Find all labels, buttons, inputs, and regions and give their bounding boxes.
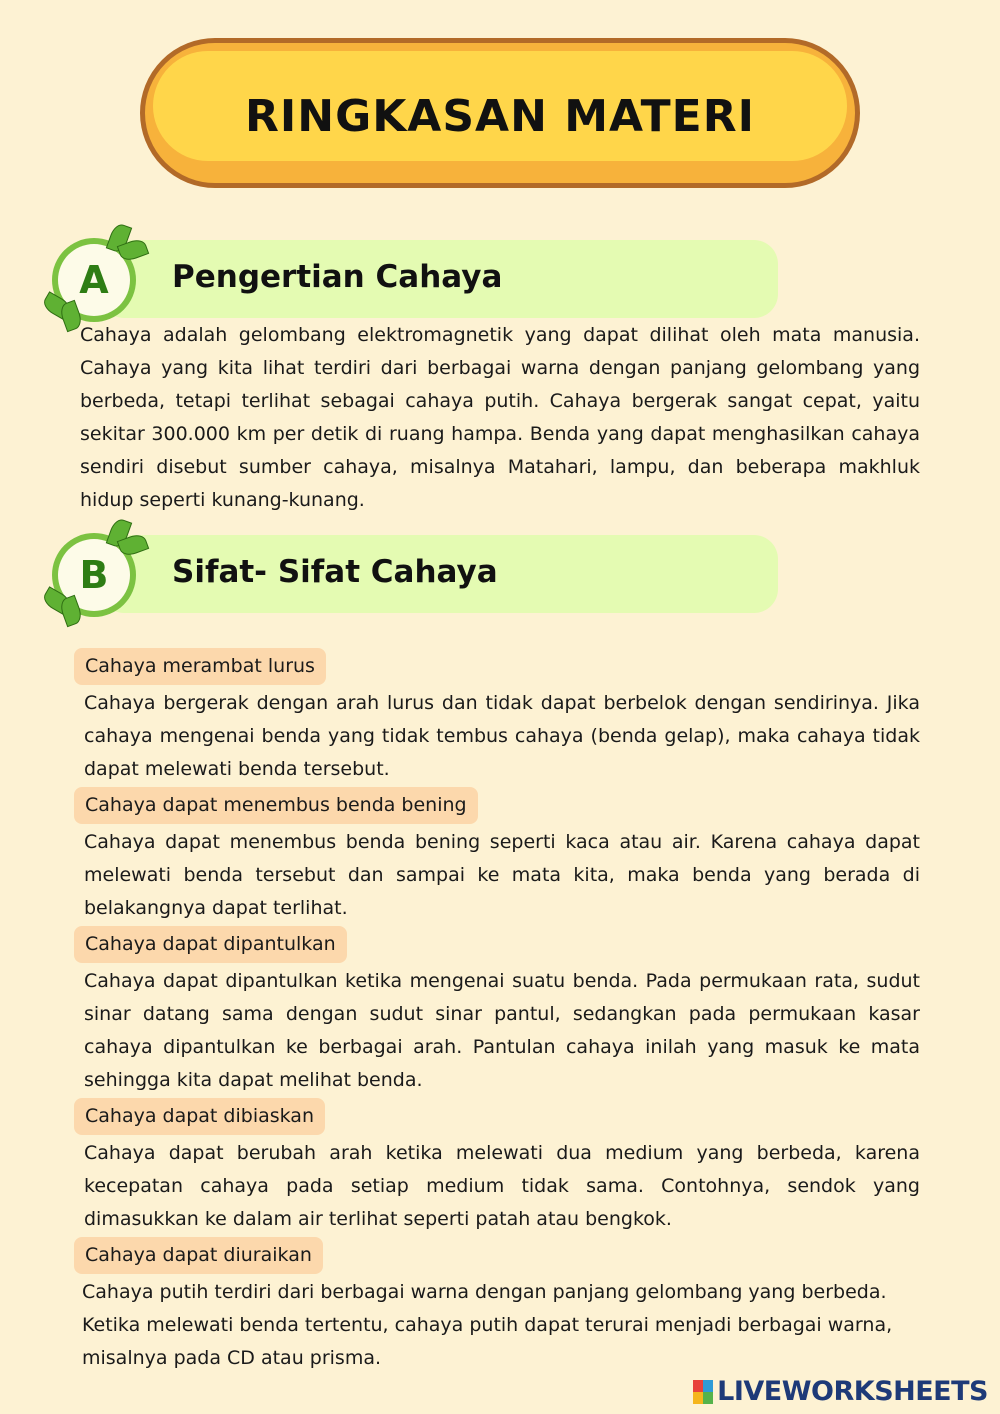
section-a-badge	[52, 238, 136, 322]
section-b-badge	[52, 533, 136, 617]
property-label: Cahaya dapat menembus benda bening	[74, 787, 478, 824]
property-description: Cahaya dapat dipantulkan ketika mengenai suatu benda. Pada permukaan rata, sudut sinar datang sama dengan sudut sinar pantul, sedangkan pada permukaan kasar cahaya dipantulkan ke berbagai arah. Pantulan cahaya inilah yang masuk ke mata sehingga kita dapat melihat benda.	[84, 970, 920, 1091]
property-description: Cahaya dapat berubah arah ketika melewati dua medium yang berbeda, karena kecepatan cahaya pada setiap medium tidak sama. Contohnya, sendok yang dimasukkan ke dalam air terlihat seperti patah atau bengkok.	[84, 1142, 920, 1230]
property-label: Cahaya merambat lurus	[74, 648, 326, 685]
liveworksheets-brand[interactable]	[693, 1376, 988, 1407]
page-title: RINGKASAN MATERI	[245, 91, 755, 142]
property-label: Cahaya dapat dibiaskan	[74, 1098, 325, 1135]
property-description: Cahaya dapat menembus benda bening seperti kaca atau air. Karena cahaya dapat melewati benda tersebut dan sampai ke mata kita, maka benda yang berada di belakangnya dapat terlihat.	[84, 831, 920, 919]
title-banner	[140, 38, 860, 188]
section-b-heading: Sifat- Sifat Cahaya	[172, 554, 498, 590]
property-description: Cahaya putih terdiri dari berbagai warna dengan panjang gelombang yang berbeda. Ketika melewati benda tertentu, cahaya putih dapat terurai menjadi berbagai warna, misalnya pada CD atau prisma.	[82, 1281, 893, 1369]
section-a-heading: Pengertian Cahaya	[172, 259, 503, 295]
section-b-letter: B	[79, 553, 109, 597]
property-label: Cahaya dapat dipantulkan	[74, 926, 347, 963]
brand-name: LIVEWORKSHEETS	[717, 1376, 988, 1407]
section-a-letter: A	[79, 258, 109, 302]
property-label: Cahaya dapat diuraikan	[74, 1237, 323, 1274]
section-a-paragraph: Cahaya adalah gelombang elektromagnetik yang dapat dilihat oleh mata manusia. Cahaya yang kita lihat terdiri dari berbagai warna dengan panjang gelombang yang berbeda, tetapi terlihat sebagai cahaya putih. Cahaya bergerak sangat cepat, yaitu sekitar 300.000 km per detik di ruang hampa. Benda yang dapat menghasilkan cahaya sendiri disebut sumber cahaya, misalnya Matahari, lampu, dan beberapa makhluk hidup seperti kunang-kunang.	[80, 324, 920, 511]
property-description: Cahaya bergerak dengan arah lurus dan tidak dapat berbelok dengan sendirinya. Jika cahaya mengenai benda yang tidak tembus cahaya (benda gelap), maka cahaya tidak dapat melewati benda tersebut.	[84, 692, 920, 780]
liveworksheets-logo-icon	[693, 1380, 713, 1404]
